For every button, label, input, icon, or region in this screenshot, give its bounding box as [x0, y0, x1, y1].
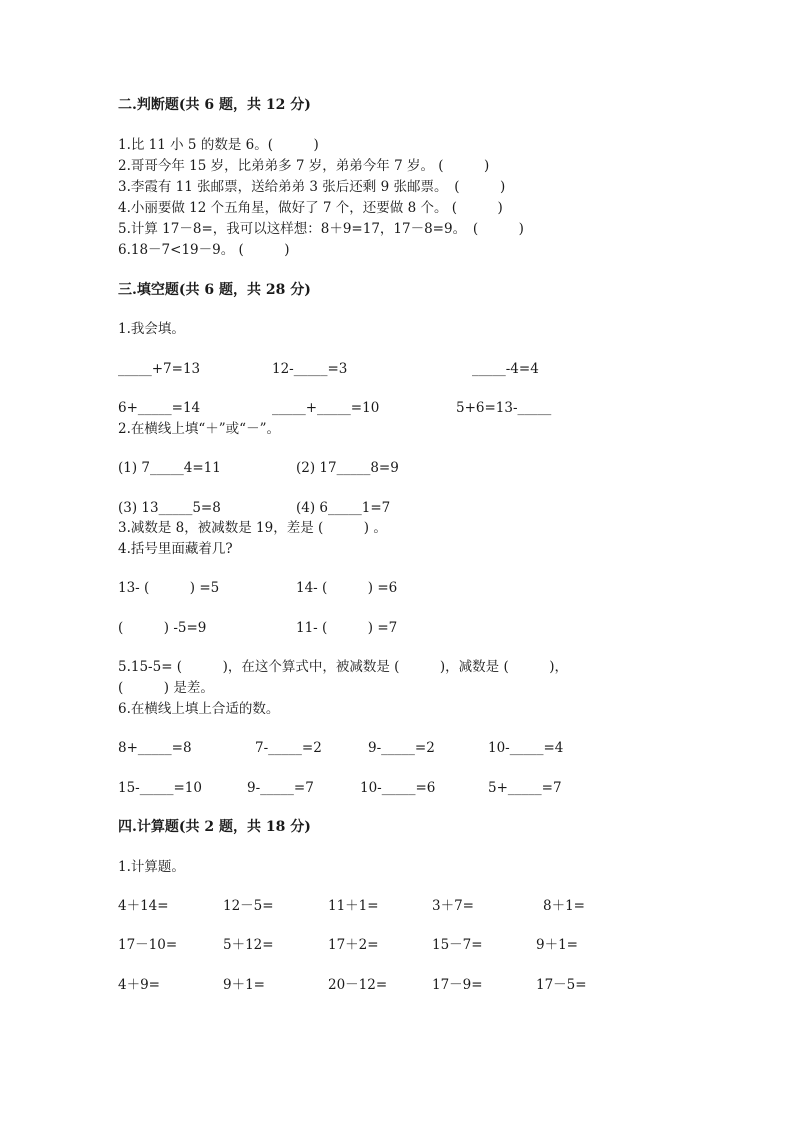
- judgement-item-3: 3.李霞有 11 张邮票，送给弟弟 3 张后还剩 9 张邮票。 ( ): [118, 179, 506, 195]
- calc-r3-c5: 17－5=: [536, 977, 587, 993]
- calc-r1-c2: 12－5=: [223, 898, 274, 914]
- fill-q1-label: 1.我会填。: [118, 321, 185, 337]
- calc-r2-c4: 15－7=: [432, 937, 483, 953]
- fill-q6-r2-c1: 15-_____=10: [118, 780, 202, 796]
- judgement-item-1: 1.比 11 小 5 的数是 6。( ): [118, 137, 319, 153]
- calc-r3-c4: 17－9=: [432, 977, 483, 993]
- section-title-judgement: 二.判断题(共 6 题，共 12 分): [118, 97, 311, 113]
- fill-q2-label: 2.在横线上填“＋”或“－”。: [118, 421, 280, 437]
- fill-q5-line1: 5.15-5= ( )，在这个算式中，被减数是 ( )，减数是 ( )，: [118, 659, 568, 675]
- fill-q1-r1-c1: _____+7=13: [118, 361, 201, 377]
- calc-r2-c3: 17＋2=: [328, 937, 379, 953]
- judgement-item-5: 5.计算 17－8=，我可以这样想：8＋9=17，17－8=9。 ( ): [118, 221, 524, 237]
- fill-q1-r1-c2: 12-_____=3: [272, 361, 348, 377]
- fill-q6-r2-c3: 10-_____=6: [360, 780, 436, 796]
- fill-q2-r2-c2: (4) 6_____1=7: [296, 500, 391, 516]
- fill-q4-r1-c2: 14- ( ) =6: [296, 580, 398, 596]
- fill-q6-r1-c1: 8+_____=8: [118, 740, 192, 756]
- calc-r1-c1: 4＋14=: [118, 898, 169, 914]
- fill-q6-r1-c4: 10-_____=4: [488, 740, 564, 756]
- judgement-item-4: 4.小丽要做 12 个五角星，做好了 7 个，还要做 8 个。 ( ): [118, 200, 503, 216]
- fill-q1-r2-c2: _____+_____=10: [272, 400, 380, 416]
- fill-q4-r2-c1: ( ) -5=9: [118, 620, 207, 636]
- fill-q6-r1-c2: 7-_____=2: [255, 740, 322, 756]
- calc-r3-c2: 9＋1=: [223, 977, 265, 993]
- calc-r1-c5: 8＋1=: [543, 898, 585, 914]
- fill-q6-r2-c2: 9-_____=7: [247, 780, 314, 796]
- fill-q1-r2-c3: 5+6=13-_____: [456, 400, 552, 416]
- calc-r2-c5: 9＋1=: [536, 937, 578, 953]
- fill-q3-label: 3.减数是 8，被减数是 19，差是 ( ) 。: [118, 520, 387, 536]
- fill-q1-r1-c3: _____-4=4: [472, 361, 539, 377]
- calc-r3-c3: 20－12=: [328, 977, 388, 993]
- judgement-item-6: 6.18－7<19－9。 ( ): [118, 242, 290, 258]
- fill-q1-r2-c1: 6+_____=14: [118, 400, 201, 416]
- fill-q6-r2-c4: 5+_____=7: [488, 780, 562, 796]
- fill-q6-r1-c3: 9-_____=2: [368, 740, 435, 756]
- fill-q6-label: 6.在横线上填上合适的数。: [118, 701, 280, 717]
- calc-r2-c2: 5＋12=: [223, 937, 274, 953]
- judgement-item-2: 2.哥哥今年 15 岁，比弟弟多 7 岁，弟弟今年 7 岁。 ( ): [118, 158, 490, 174]
- section-title-calculation: 四.计算题(共 2 题，共 18 分): [118, 819, 311, 835]
- calc-r1-c4: 3＋7=: [432, 898, 474, 914]
- calc-q1-label: 1.计算题。: [118, 859, 185, 875]
- section-title-fill-in: 三.填空题(共 6 题，共 28 分): [118, 282, 311, 298]
- fill-q4-r1-c1: 13- ( ) =5: [118, 580, 220, 596]
- calc-r2-c1: 17－10=: [118, 937, 178, 953]
- fill-q4-r2-c2: 11- ( ) =7: [296, 620, 398, 636]
- fill-q4-label: 4.括号里面藏着几?: [118, 541, 233, 557]
- fill-q2-r1-c1: (1) 7_____4=11: [118, 460, 221, 476]
- calc-r3-c1: 4＋9=: [118, 977, 160, 993]
- fill-q2-r2-c1: (3) 13_____5=8: [118, 500, 221, 516]
- calc-r1-c3: 11＋1=: [328, 898, 379, 914]
- fill-q5-line2: ( ) 是差。: [118, 680, 214, 696]
- fill-q2-r1-c2: (2) 17_____8=9: [296, 460, 399, 476]
